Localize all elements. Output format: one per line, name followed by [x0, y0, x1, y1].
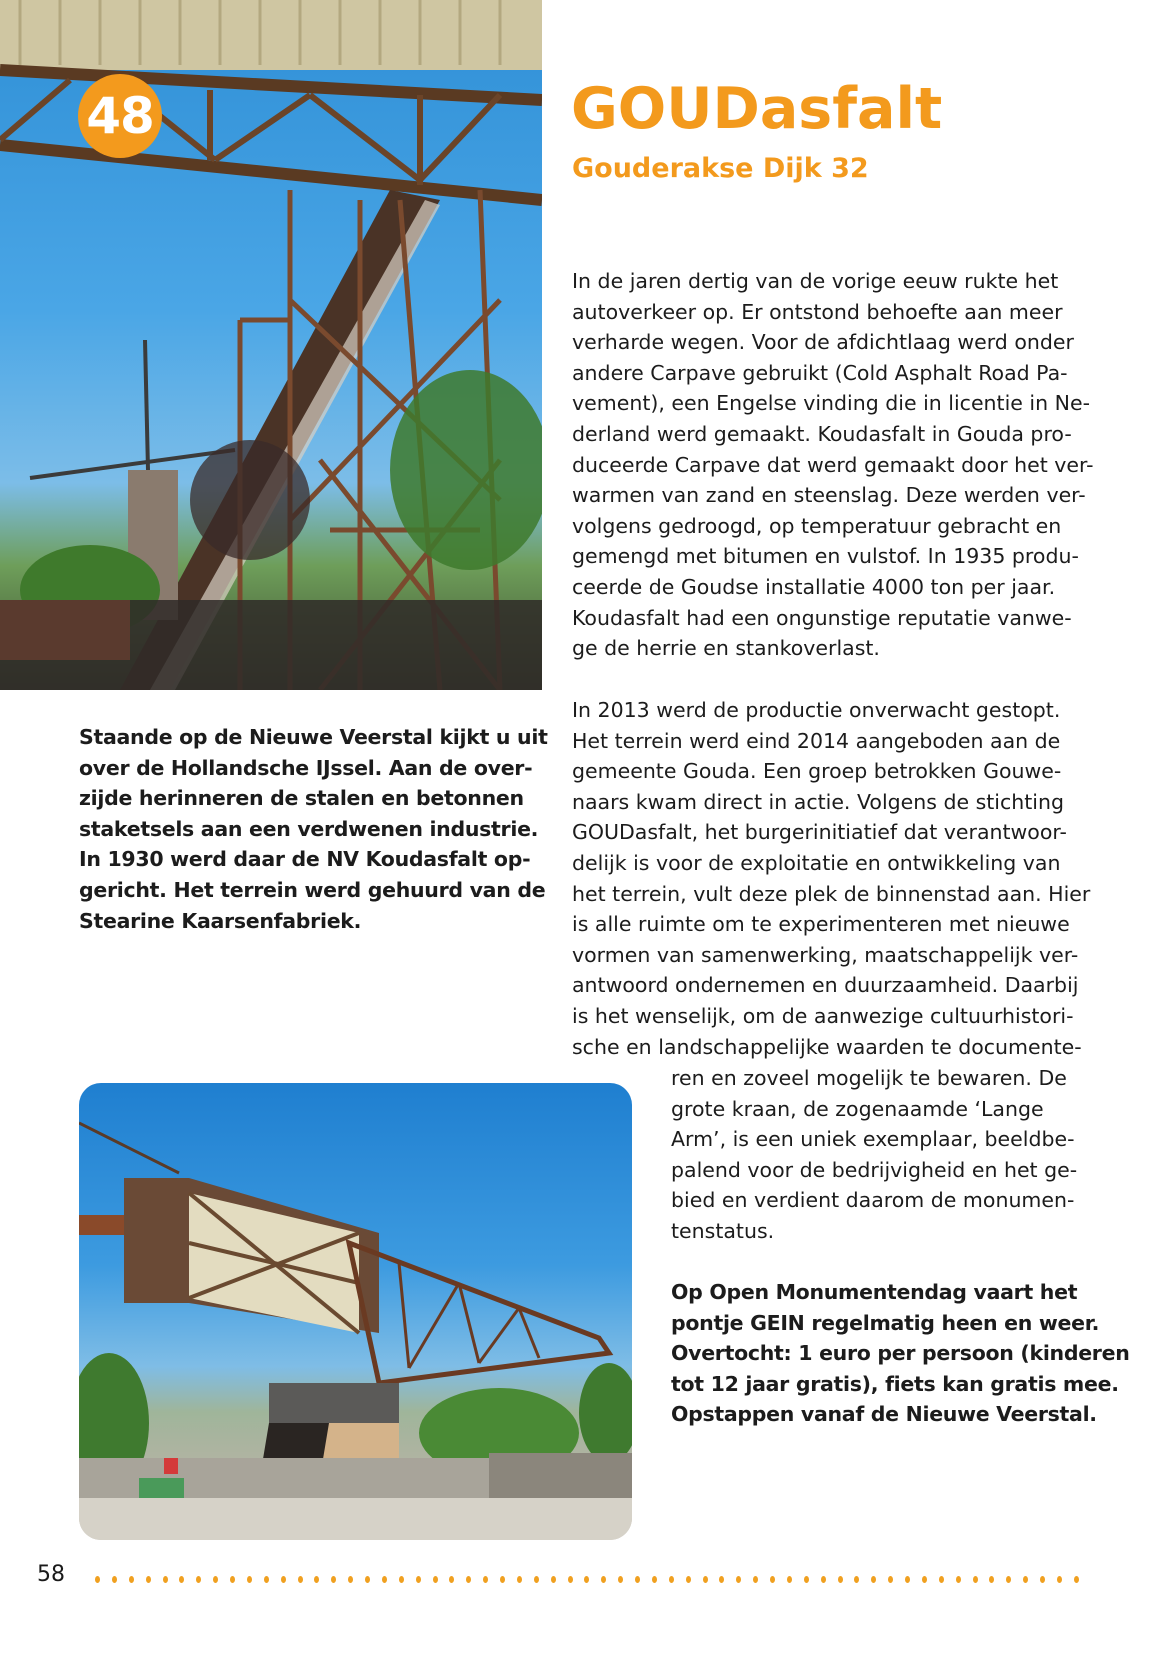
text-line: grote kraan, de zogenaamde ‘Lange — [671, 1096, 1044, 1121]
text-line: In 2013 werd de productie onverwacht gestopt. — [572, 698, 1061, 722]
divider-dot — [686, 1576, 691, 1583]
divider-dot — [821, 1576, 826, 1583]
text-line: is alle ruimte om te experimenteren met nieuwe — [572, 912, 1070, 937]
text-line: ceerde de Goudse installatie 4000 ton per jaar. — [572, 574, 1056, 599]
divider-dot — [753, 1576, 758, 1583]
intro-caption — [79, 722, 548, 936]
divider-dot — [989, 1576, 994, 1583]
text-line: GOUDasfalt, het burgerinitiatief dat verantwoor- — [572, 820, 1067, 845]
divider-dot — [163, 1576, 168, 1583]
divider-dot — [449, 1576, 454, 1583]
divider-dot — [804, 1576, 809, 1583]
text-line: autoverkeer op. Er ontstond behoefte aan meer — [572, 299, 1063, 324]
divider-dot — [669, 1576, 674, 1583]
divider-dot — [129, 1576, 134, 1583]
text-line: pontje GEIN regelmatig heen en weer. — [671, 1310, 1100, 1335]
dotted-divider — [95, 1575, 1079, 1583]
text-line: Koudasfalt had een ongunstige reputatie vanwe- — [572, 605, 1072, 630]
divider-dot — [466, 1576, 471, 1583]
body-paragraph-present — [572, 695, 1090, 1062]
body-paragraph-present-continued — [671, 1063, 1077, 1247]
text-line: ge de herrie en stankoverlast. — [572, 636, 880, 661]
divider-dot — [568, 1576, 573, 1583]
text-line: bied en verdient daarom de monumen- — [671, 1188, 1075, 1213]
text-line: ren en zoveel mogelijk te bewaren. De — [671, 1066, 1067, 1090]
divider-dot — [888, 1576, 893, 1583]
divider-dot — [483, 1576, 488, 1583]
divider-dot — [146, 1576, 151, 1583]
divider-dot — [1006, 1576, 1011, 1583]
divider-dot — [348, 1576, 353, 1583]
divider-dot — [601, 1576, 606, 1583]
text-line: het terrein, vult deze plek de binnenstad aan. Hier — [572, 881, 1091, 906]
divider-dot — [838, 1576, 843, 1583]
divider-dot — [534, 1576, 539, 1583]
divider-dot — [635, 1576, 640, 1583]
divider-dot — [1057, 1576, 1062, 1583]
photo-crane-illustration — [79, 1083, 632, 1540]
text-line: warmen van zand en steenslag. Deze werden ver- — [572, 483, 1086, 508]
text-line: vement), een Engelse vinding die in licentie in Ne- — [572, 391, 1090, 416]
divider-dot — [719, 1576, 724, 1583]
divider-dot — [416, 1576, 421, 1583]
text-line: andere Carpave gebruikt (Cold Asphalt Road Pa- — [572, 360, 1068, 385]
divider-dot — [230, 1576, 235, 1583]
divider-dot — [618, 1576, 623, 1583]
divider-dot — [1040, 1576, 1045, 1583]
page-number: 58 — [37, 1562, 65, 1587]
divider-dot — [584, 1576, 589, 1583]
divider-dot — [551, 1576, 556, 1583]
divider-dot — [1023, 1576, 1028, 1583]
divider-dot — [298, 1576, 303, 1583]
divider-dot — [281, 1576, 286, 1583]
divider-dot — [905, 1576, 910, 1583]
divider-dot — [517, 1576, 522, 1583]
text-line: palend voor de bedrijvigheid en het ge- — [671, 1157, 1078, 1182]
divider-dot — [179, 1576, 184, 1583]
divider-dot — [703, 1576, 708, 1583]
divider-dot — [500, 1576, 505, 1583]
text-line: Op Open Monumentendag vaart het — [671, 1280, 1078, 1304]
text-line: Het terrein werd eind 2014 aangeboden aan de — [572, 728, 1061, 753]
text-line: sche en landschappelijke waarden te documente- — [572, 1034, 1082, 1059]
text-line: delijk is voor de exploitatie en ontwikkeling van — [572, 850, 1061, 875]
text-line: Overtocht: 1 euro per persoon (kinderen — [671, 1341, 1130, 1366]
text-line: gemengd met bitumen en vulstof. In 1935 produ- — [572, 544, 1079, 569]
divider-dot — [314, 1576, 319, 1583]
text-line: Stearine Kaarsenfabriek. — [79, 908, 362, 933]
divider-dot — [264, 1576, 269, 1583]
divider-dot — [871, 1576, 876, 1583]
divider-dot — [770, 1576, 775, 1583]
divider-dot — [196, 1576, 201, 1583]
text-line: duceerde Carpave dat werd gemaakt door het ver- — [572, 452, 1094, 477]
site-number: 48 — [86, 87, 154, 145]
body-paragraph-history — [572, 266, 1094, 664]
divider-dot — [736, 1576, 741, 1583]
text-line: gemeente Gouda. Een groep betrokken Gouwe- — [572, 759, 1062, 784]
text-line: gericht. Het terrein werd gehuurd van de — [79, 877, 546, 902]
text-line: antwoord ondernemen en duurzaamheid. Daarbij — [572, 973, 1079, 998]
site-number-badge — [78, 74, 162, 158]
text-line: naars kwam direct in actie. Volgens de stichting — [572, 789, 1065, 814]
divider-dot — [382, 1576, 387, 1583]
text-line: In 1930 werd daar de NV Koudasfalt op- — [79, 847, 531, 872]
divider-dot — [399, 1576, 404, 1583]
text-line: staketsels aan een verdwenen industrie. — [79, 816, 539, 841]
divider-dot — [331, 1576, 336, 1583]
divider-dot — [787, 1576, 792, 1583]
text-line: Opstappen vanaf de Nieuwe Veerstal. — [671, 1402, 1097, 1427]
divider-dot — [247, 1576, 252, 1583]
text-line: over de Hollandsche IJssel. Aan de over- — [79, 755, 533, 780]
text-line: Arm’, is een uniek exemplaar, beeldbe- — [671, 1127, 1075, 1152]
ferry-note — [671, 1277, 1130, 1430]
text-line: vormen van samenwerking, maatschappelijk ver- — [572, 942, 1079, 967]
divider-dot — [854, 1576, 859, 1583]
text-line: derland werd gemaakt. Koudasfalt in Gouda pro- — [572, 421, 1072, 446]
text-line: Staande op de Nieuwe Veerstal kijkt u uit — [79, 725, 548, 749]
divider-dot — [939, 1576, 944, 1583]
divider-dot — [95, 1576, 100, 1583]
divider-dot — [922, 1576, 927, 1583]
divider-dot — [365, 1576, 370, 1583]
text-line: verharde wegen. Voor de afdichtlaag werd onder — [572, 330, 1074, 355]
text-line: tot 12 jaar gratis), fiets kan gratis mee. — [671, 1371, 1119, 1396]
divider-dot — [112, 1576, 117, 1583]
text-line: volgens gedroogd, op temperatuur gebracht en — [572, 513, 1062, 538]
photo-lange-arm-crane — [79, 1083, 632, 1540]
divider-dot — [956, 1576, 961, 1583]
page-title: GOUDasfalt — [571, 76, 943, 142]
address: Gouderakse Dijk 32 — [572, 153, 869, 184]
text-line: zijde herinneren de stalen en betonnen — [79, 786, 524, 811]
text-line: is het wenselijk, om de aanwezige cultuurhistori- — [572, 1003, 1074, 1028]
divider-dot — [973, 1576, 978, 1583]
divider-dot — [1074, 1576, 1079, 1583]
divider-dot — [213, 1576, 218, 1583]
divider-dot — [652, 1576, 657, 1583]
text-line: In de jaren dertig van de vorige eeuw rukte het — [572, 269, 1059, 293]
divider-dot — [433, 1576, 438, 1583]
text-line: tenstatus. — [671, 1218, 775, 1243]
